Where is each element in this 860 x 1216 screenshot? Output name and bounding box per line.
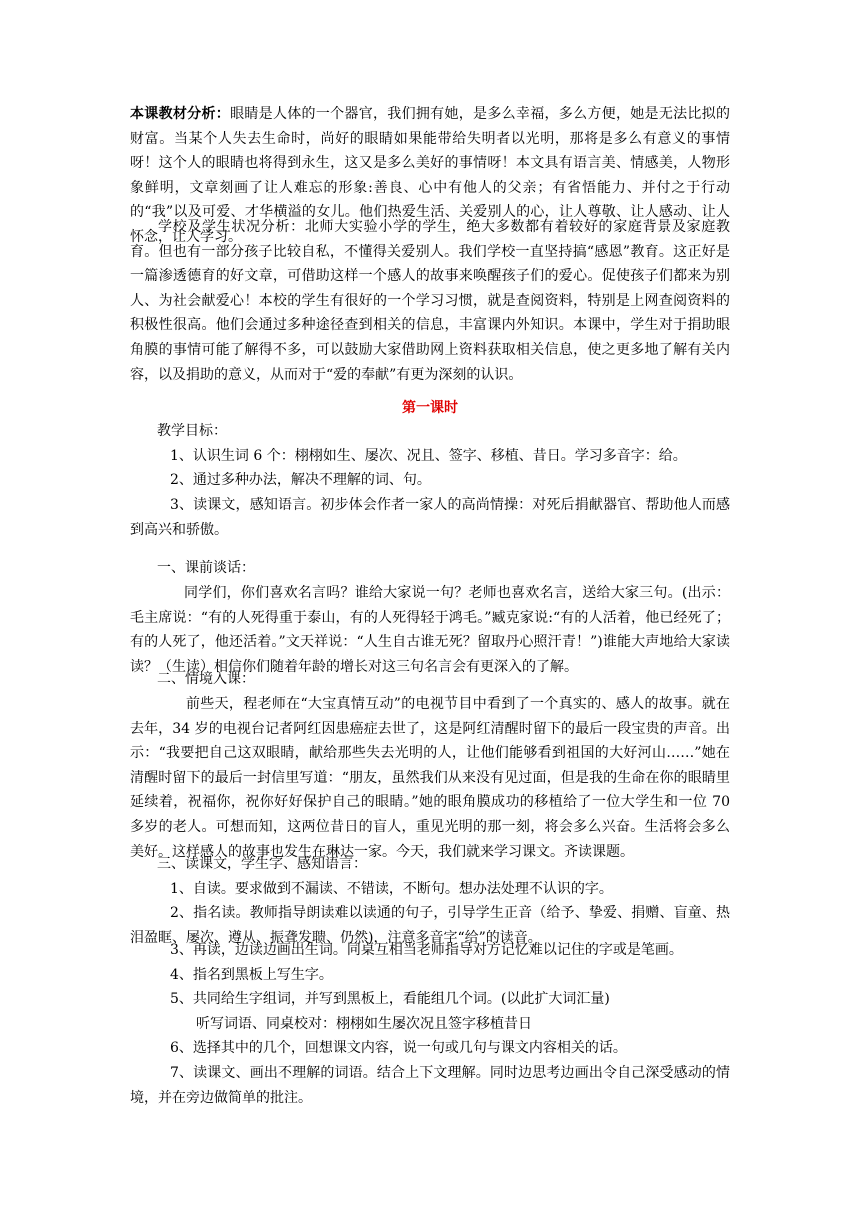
section3-item: 5、共同给生字组词，并写到黑板上，看能组几个词。(以此扩大词汇量) (170, 991, 610, 1007)
section1-text: 同学们，你们喜欢名言吗？谁给大家说一句？老师也喜欢名言，送给大家三句。(出示：毛主席说：“有的人死得重于泰山，有的人死得轻于鸿毛。”臧克家说:“有的人活着，他已经死了；有的人死了，他还活着。”文天祥说：“人生自古谁无死？留取丹心照汗青！”)谁能大声地给大家读读？（生读）相信你们随着年龄的增长对这三句名言会有更深入的了解。 (130, 585, 730, 675)
analysis-label: 本课教材分析： (130, 106, 231, 122)
section3-item: 7、读课文、画出不理解的词语。结合上下文理解。同时边思考边画出令自己深受感动的情境，并在旁边做简单的批注。 (130, 1065, 730, 1106)
section2-text: 前些天，程老师在“大宝真情互动”的电视节目中看到了一个真实的、感人的故事。就在去年，34 岁的电视台记者阿红因患癌症去世了，这是阿红清醒时留下的最后一段宝贵的声音。出示：“我要把自己这双眼睛，献给那些失去光明的人，让他们能够看到祖国的大好河山……”她在清醒时留下的最后一封信里写道：“朋友，虽然我们从来没有见过面，但是我的生命在你的眼睛里延续着，祝福你，祝你好好保护自己的眼睛。”她的眼角膜成功的移植给了一位大学生和一位 70 多岁的老人。可想而知，这两位昔日的盲人，重见光明的那一刻，将会多么兴奋。生活将会多么美好。这样感人的故事也发生在琳达一家。今天，我们就来学习课文。齐读课题。 (130, 696, 730, 860)
section3-item: 2、指名读。教师指导朗读难以读通的句子，引导学生正音（给予、挚爱、捐赠、盲童、热泪盈眶、屡次、遵从、振聋发聩、仍然)，注意多音字“给”的读音。 (130, 905, 730, 946)
section2-heading: 二、情境入课： (157, 671, 255, 687)
goal-item: 3、读课文，感知语言。初步体会作者一家人的高尚情操：对死后捐献器官、帮助他人而感到高兴和骄傲。 (130, 497, 730, 538)
section3-heading: 三、读课文，学生字、感知语言： (157, 856, 367, 872)
goal-item: 1、认识生词 6 个：栩栩如生、屡次、况且、签字、移植、昔日。学习多音字：给。 (170, 448, 687, 464)
section3-item: 3、再读，边读边画出生词。同桌互相当老师指导对方记忆难以记住的字或是笔画。 (170, 942, 683, 958)
dictation-line: 听写词语、同桌校对：栩栩如生屡次况且签字移植昔日 (196, 1016, 532, 1032)
students-paragraph (130, 215, 730, 387)
students-text: 学校及学生状况分析：北师大实验小学的学生，绝大多数都有着较好的家庭背景及家庭教育。但也有一部分孩子比较自私，不懂得关爱别人。我们学校一直坚持搞“感恩”教育。这正好是一篇渗透德育的好文章，可借助这样一个感人的故事来唤醒孩子们的爱心。促使孩子们都来为别人、为社会献爱心！本校的学生有很好的一个学习习惯，就是查阅资料，特别是上网查阅资料的积极性很高。他们会通过多种途径查到相关的信息，丰富课内外知识。本课中，学生对于捐助眼角膜的事情可能了解得不多，可以鼓励大家借助网上资料获取相关信息，使之更多地了解有关内容，以及捐助的意义，从而对于“爱的奉献”有更为深刻的认识。 (130, 219, 730, 383)
goal-item: 2、通过多种办法，解决不理解的词、句。 (170, 472, 431, 488)
section3-item: 1、自读。要求做到不漏读、不错读，不断句。想办法处理不认识的字。 (170, 881, 613, 897)
analysis-text: 眼睛是人体的一个器官，我们拥有她，是多么幸福，多么方便，她是无法比拟的财富。当某个人失去生命时，尚好的眼睛如果能带给失明者以光明，那将是多么有意义的事情呀！这个人的眼睛也将得到永生，这又是多么美好的事情呀！本文具有语言美、情感美，人物形象鲜明，文章刻画了让人难忘的形象:善良、心中有他人的父亲；有省悟能力、并付之于行动的“我”以及可爱、才华横溢的女儿。他们热爱生活、关爱别人的心，让人尊敬、让人感动、让人怀念，让人学习。 (130, 106, 731, 245)
section3-item: 4、指名到黑板上写生字。 (170, 967, 333, 983)
section3-item: 6、选择其中的几个，回想课文内容，说一句或几句与课文内容相关的话。 (170, 1040, 627, 1056)
goals-heading: 教学目标： (157, 423, 227, 439)
lesson-title: 第一课时 (402, 400, 458, 416)
section1-heading: 一、课前谈话： (157, 560, 255, 576)
